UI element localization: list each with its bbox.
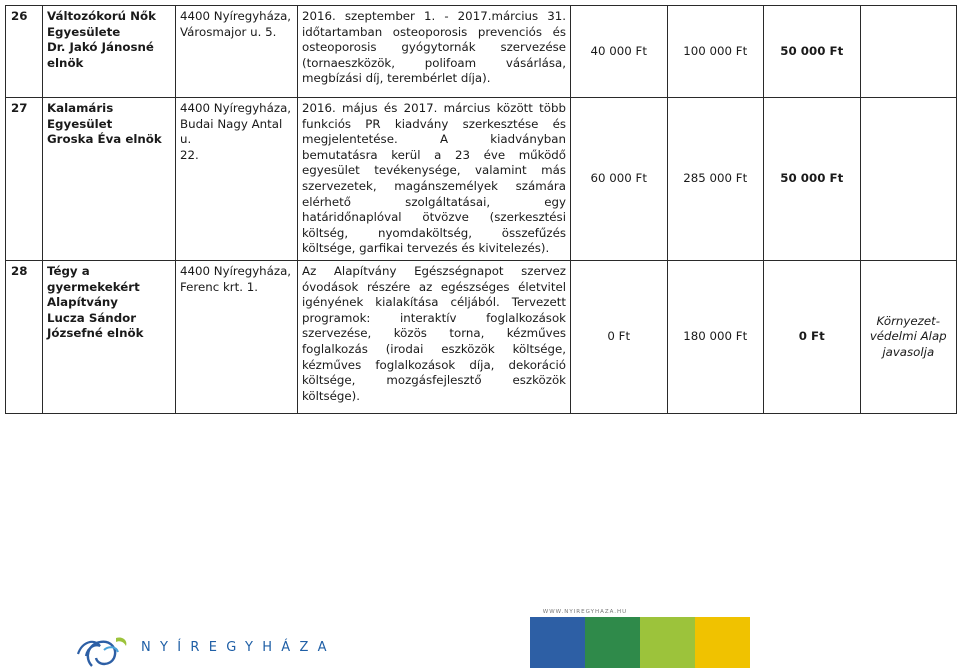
address-cell xyxy=(176,98,298,261)
description-text: 2016. május és 2017. március között több funkciós PR kiadvány szerkesztése és megjelentetése. A kiadványban bemutatásra kerül a 23 éve működő egyesület tevékenysége, valamint más szervezetek, magánszemélyek számára elérhető szolgáltatásai, egy határidőnaplóval ötvözve (szerkesztési költség, nyomdaköltség, összefűzés költsége, garfikai tervezés és kivitelezés). xyxy=(302,101,566,256)
note-cell xyxy=(860,98,957,261)
table-row xyxy=(6,260,957,413)
color-stripe xyxy=(530,617,585,668)
organization-line: Változókorú Nők xyxy=(47,9,156,23)
row-number: 27 xyxy=(6,98,43,261)
amount-requested: 0 Ft xyxy=(571,260,668,413)
organization-cell xyxy=(43,98,176,261)
organization-line: Lucza Sándor xyxy=(47,310,137,325)
address-cell xyxy=(176,260,298,413)
color-stripe xyxy=(640,617,695,668)
amount-total: 180 000 Ft xyxy=(667,260,764,413)
address-line: Budai Nagy Antal u. xyxy=(180,116,283,147)
amount-requested: 40 000 Ft xyxy=(571,6,668,98)
organization-line: Kalamáris Egyesület xyxy=(47,101,114,131)
amount-requested: 60 000 Ft xyxy=(571,98,668,261)
organization-line: gyermekekért xyxy=(47,279,140,294)
description-cell xyxy=(298,6,571,98)
amount-total: 100 000 Ft xyxy=(667,6,764,98)
city-name: NYÍREGYHÁZA xyxy=(141,640,336,655)
address-line: Városmajor u. 5. xyxy=(180,24,277,39)
amount-proposed: 50 000 Ft xyxy=(764,98,861,261)
organization-cell xyxy=(43,6,176,98)
note-cell xyxy=(860,6,957,98)
color-stripe xyxy=(695,617,750,668)
note-cell: Környezet-védelmi Alap javasolja xyxy=(860,260,957,413)
description-cell xyxy=(298,260,571,413)
organization-line: Alapítvány xyxy=(47,295,119,310)
organization-line: Dr. Jakó Jánosné xyxy=(47,40,154,55)
table-row xyxy=(6,98,957,261)
address-line: Ferenc krt. 1. xyxy=(180,279,259,294)
description-text: Az Alapítvány Egészségnapot szervez óvodások részére az egészséges életvitel igényének kialakítása céljából. Tervezett programok: interaktív foglalkozások szervezése, közös torna, kézműves foglalkozás (irodai eszközök költsége, kézműves foglalkozások díja, dekoráció költsége, mozgásfejlesztő eszközök költsége). xyxy=(302,263,566,403)
organization-line: Tégy a xyxy=(47,263,90,278)
address-line: 4400 Nyíregyháza, xyxy=(180,9,292,23)
table-row xyxy=(6,6,957,98)
grants-table xyxy=(5,5,957,414)
address-line: 4400 Nyíregyháza, xyxy=(180,101,292,115)
organization-cell xyxy=(43,260,176,413)
color-bar xyxy=(530,617,750,668)
description-text: 2016. szeptember 1. - 2017.március 31. időtartamban osteoporosis prevenciós és osteoporosis gyógytornák szervezése (tornaeszközök, polifoam vásárlása, megbízási díj, terembérlet díja). xyxy=(302,9,566,86)
amount-proposed: 0 Ft xyxy=(764,260,861,413)
organization-line: Egyesülete xyxy=(47,24,121,39)
organization-line: Józsefné elnök xyxy=(47,326,144,341)
row-number: 26 xyxy=(6,6,43,98)
row-number: 28 xyxy=(6,260,43,413)
address-line: 4400 Nyíregyháza, xyxy=(180,263,292,278)
amount-total: 285 000 Ft xyxy=(667,98,764,261)
color-stripe xyxy=(585,617,640,668)
organization-line: Groska Éva elnök xyxy=(47,132,162,147)
address-cell xyxy=(176,6,298,98)
description-cell xyxy=(298,98,571,261)
address-line: 22. xyxy=(180,147,199,162)
city-logo-icon xyxy=(74,628,130,668)
website-url: WWW.NYIREGYHAZA.HU xyxy=(542,609,628,615)
amount-proposed: 50 000 Ft xyxy=(764,6,861,98)
organization-line: elnök xyxy=(47,55,84,70)
